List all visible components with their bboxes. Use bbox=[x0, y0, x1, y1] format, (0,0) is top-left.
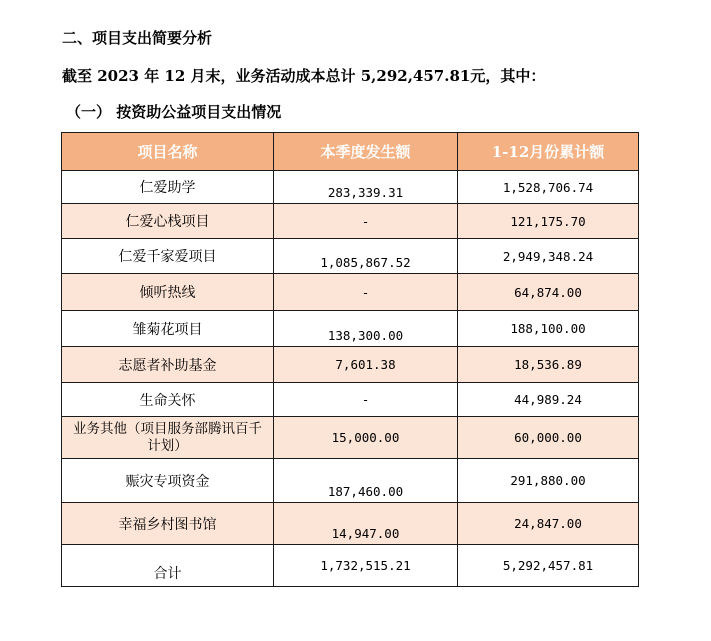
subsection-title: （一） 按资助公益项目支出情况 bbox=[66, 103, 282, 121]
table-header-row bbox=[62, 133, 639, 171]
project-expense-table bbox=[61, 132, 639, 587]
row-name: 仁爱千家爱项目 bbox=[62, 239, 274, 274]
table-row bbox=[62, 204, 639, 239]
table-row bbox=[62, 311, 639, 347]
table-row bbox=[62, 171, 639, 204]
table-total-row bbox=[62, 545, 639, 587]
table-row bbox=[62, 347, 639, 383]
row-name: 雏菊花项目 bbox=[62, 311, 274, 347]
row-name: 业务其他（项目服务部腾讯百千计划） bbox=[62, 417, 274, 459]
row-quarter: 14,947.00 bbox=[274, 503, 458, 545]
row-quarter: 283,339.31 bbox=[274, 171, 458, 204]
row-ytd: 64,874.00 bbox=[458, 274, 639, 311]
header-quarter-amount: 本季度发生额 bbox=[274, 133, 458, 171]
row-quarter: 7,601.38 bbox=[274, 347, 458, 383]
section-title: 二、项目支出简要分析 bbox=[62, 29, 213, 47]
row-ytd: 121,175.70 bbox=[458, 204, 639, 239]
row-ytd: 1,528,706.74 bbox=[458, 171, 639, 204]
row-ytd: 44,989.24 bbox=[458, 383, 639, 417]
total-quarter: 1,732,515.21 bbox=[274, 545, 458, 587]
table-row bbox=[62, 503, 639, 545]
row-name: 仁爱助学 bbox=[62, 171, 274, 204]
row-quarter: 187,460.00 bbox=[274, 459, 458, 503]
row-ytd: 24,847.00 bbox=[458, 503, 639, 545]
row-quarter: 15,000.00 bbox=[274, 417, 458, 459]
total-label: 合计 bbox=[62, 545, 274, 587]
table-row bbox=[62, 239, 639, 274]
row-quarter: - bbox=[274, 204, 458, 239]
row-quarter: - bbox=[274, 383, 458, 417]
table-row bbox=[62, 383, 639, 417]
row-name: 倾听热线 bbox=[62, 274, 274, 311]
row-quarter: 138,300.00 bbox=[274, 311, 458, 347]
summary-line: 截至 2023 年 12 月末，业务活动成本总计 5,292,457.81元，其中： bbox=[62, 67, 546, 85]
row-name: 志愿者补助基金 bbox=[62, 347, 274, 383]
row-ytd: 18,536.89 bbox=[458, 347, 639, 383]
row-ytd: 2,949,348.24 bbox=[458, 239, 639, 274]
table-row bbox=[62, 459, 639, 503]
row-quarter: 1,085,867.52 bbox=[274, 239, 458, 274]
table-row bbox=[62, 274, 639, 311]
table-row bbox=[62, 417, 639, 459]
header-ytd-amount: 1-12月份累计额 bbox=[458, 133, 639, 171]
row-ytd: 60,000.00 bbox=[458, 417, 639, 459]
row-quarter: - bbox=[274, 274, 458, 311]
row-name: 幸福乡村图书馆 bbox=[62, 503, 274, 545]
row-ytd: 188,100.00 bbox=[458, 311, 639, 347]
total-ytd: 5,292,457.81 bbox=[458, 545, 639, 587]
header-project-name: 项目名称 bbox=[62, 133, 274, 171]
row-ytd: 291,880.00 bbox=[458, 459, 639, 503]
row-name: 赈灾专项资金 bbox=[62, 459, 274, 503]
row-name: 生命关怀 bbox=[62, 383, 274, 417]
row-name: 仁爱心栈项目 bbox=[62, 204, 274, 239]
